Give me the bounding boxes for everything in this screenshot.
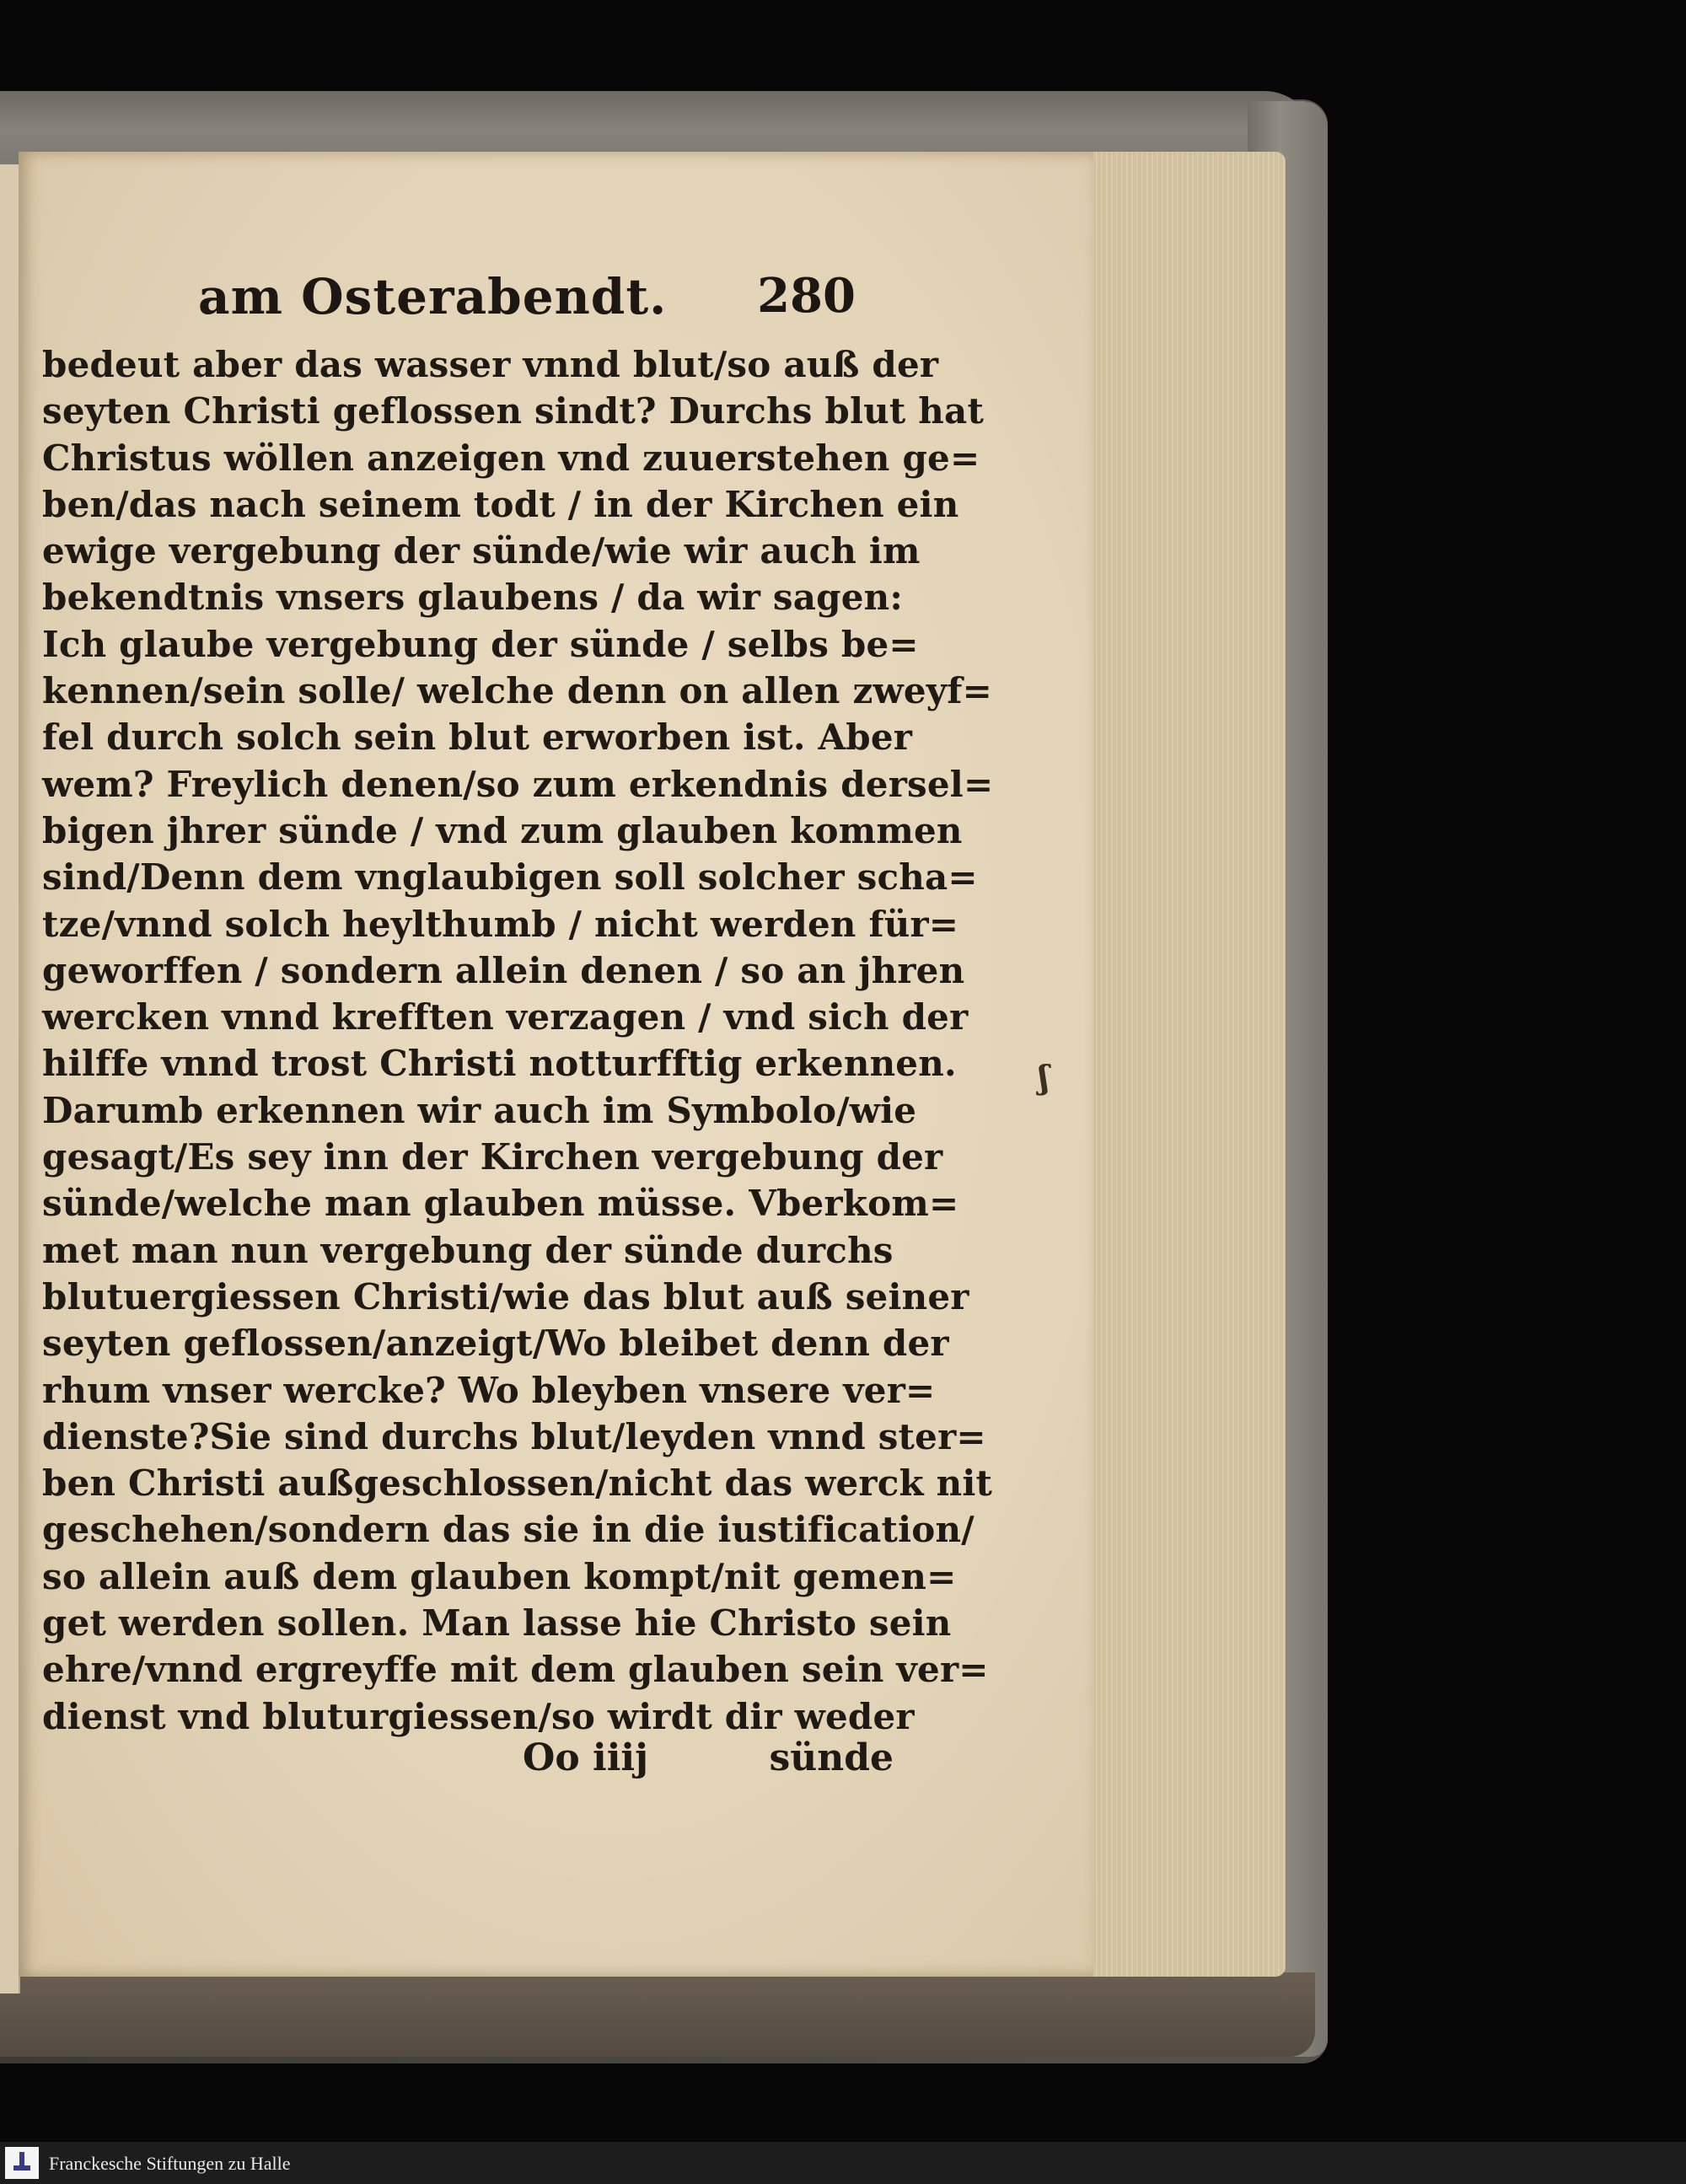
- text-line: ehre/vnnd ergreyffe mit dem glauben sein ver=: [42, 1649, 989, 1691]
- signature-mark: Oo iiij: [523, 1736, 649, 1779]
- text-line: dienst vnd bluturgiessen/so wirdt dir weder: [42, 1695, 915, 1737]
- cover-bottom-edge: [0, 1972, 1315, 2057]
- institution-name: Franckesche Stiftungen zu Halle: [49, 2153, 291, 2174]
- text-line: get werden sollen. Man lasse hie Christo sein: [42, 1602, 952, 1645]
- text-line: met man nun vergebung der sünde durchs: [42, 1229, 894, 1271]
- text-line: so allein auß dem glauben kompt/nit gemen=: [42, 1555, 957, 1597]
- text-line: gesagt/Es sey inn der Kirchen vergebung der: [42, 1136, 943, 1178]
- text-line: seyten Christi geflossen sindt? Durchs blut hat: [42, 390, 985, 432]
- page-header: [198, 268, 856, 335]
- text-line: geschehen/sondern das sie in die iustification/: [42, 1509, 975, 1551]
- footer-bar: [0, 2142, 1686, 2184]
- text-line: Ich glaube vergebung der sünde / selbs be=: [42, 623, 919, 665]
- text-line: Christus wöllen anzeigen vnd zuuerstehen ge=: [42, 437, 980, 479]
- text-line: wercken vnnd krefften verzagen / vnd sich der: [42, 996, 969, 1038]
- text-line: bedeut aber das wasser vnnd blut/so auß der: [42, 344, 939, 385]
- institution-logo-icon: [5, 2147, 39, 2179]
- text-line: rhum vnser wercke? Wo bleyben vnsere ver=: [42, 1369, 936, 1411]
- text-line: fel durch solch sein blut erworben ist. Aber: [42, 716, 913, 759]
- text-line: kennen/sein solle/ welche denn on allen zweyf=: [42, 670, 993, 712]
- page-block-edge: [1083, 152, 1286, 1977]
- catchword: sünde: [769, 1736, 894, 1779]
- page-number: 280: [757, 268, 856, 324]
- text-line: wem? Freylich denen/so zum erkendnis dersel=: [42, 763, 994, 805]
- text-block: [42, 341, 994, 1740]
- text-line: bekendtnis vnsers glaubens / da wir sagen:: [42, 577, 904, 619]
- running-title: am Osterabendt.: [198, 268, 668, 325]
- catchline: [523, 1736, 894, 1787]
- text-line: geworffen / sondern allein denen / so an jhren: [42, 949, 965, 991]
- text-line: Darumb erkennen wir auch im Symbolo/wie: [42, 1089, 917, 1131]
- text-line: sünde/welche man glauben müsse. Vberkom=: [42, 1183, 959, 1225]
- margin-mark: ʃ: [1039, 1058, 1050, 1096]
- text-line: ben/das nach seinem todt / in der Kirchen ein: [42, 483, 959, 525]
- text-line: tze/vnnd solch heylthumb / nicht werden für=: [42, 903, 959, 945]
- text-line: ben Christi außgeschlossen/nicht das werck nit: [42, 1462, 993, 1505]
- left-page-edge: [0, 164, 20, 1994]
- text-line: ewige vergebung der sünde/wie wir auch im: [42, 530, 921, 572]
- text-line: hilffe vnnd trost Christi notturfftig erkennen.: [42, 1043, 957, 1085]
- text-line: dienste?Sie sind durchs blut/leyden vnnd ster=: [42, 1415, 986, 1457]
- text-line: sind/Denn dem vnglaubigen soll solcher scha=: [42, 856, 978, 899]
- text-line: seyten geflossen/anzeigt/Wo bleibet denn der: [42, 1323, 949, 1365]
- text-line: blutuergiessen Christi/wie das blut auß seiner: [42, 1275, 969, 1317]
- text-line: bigen jhrer sünde / vnd zum glauben kommen: [42, 809, 963, 851]
